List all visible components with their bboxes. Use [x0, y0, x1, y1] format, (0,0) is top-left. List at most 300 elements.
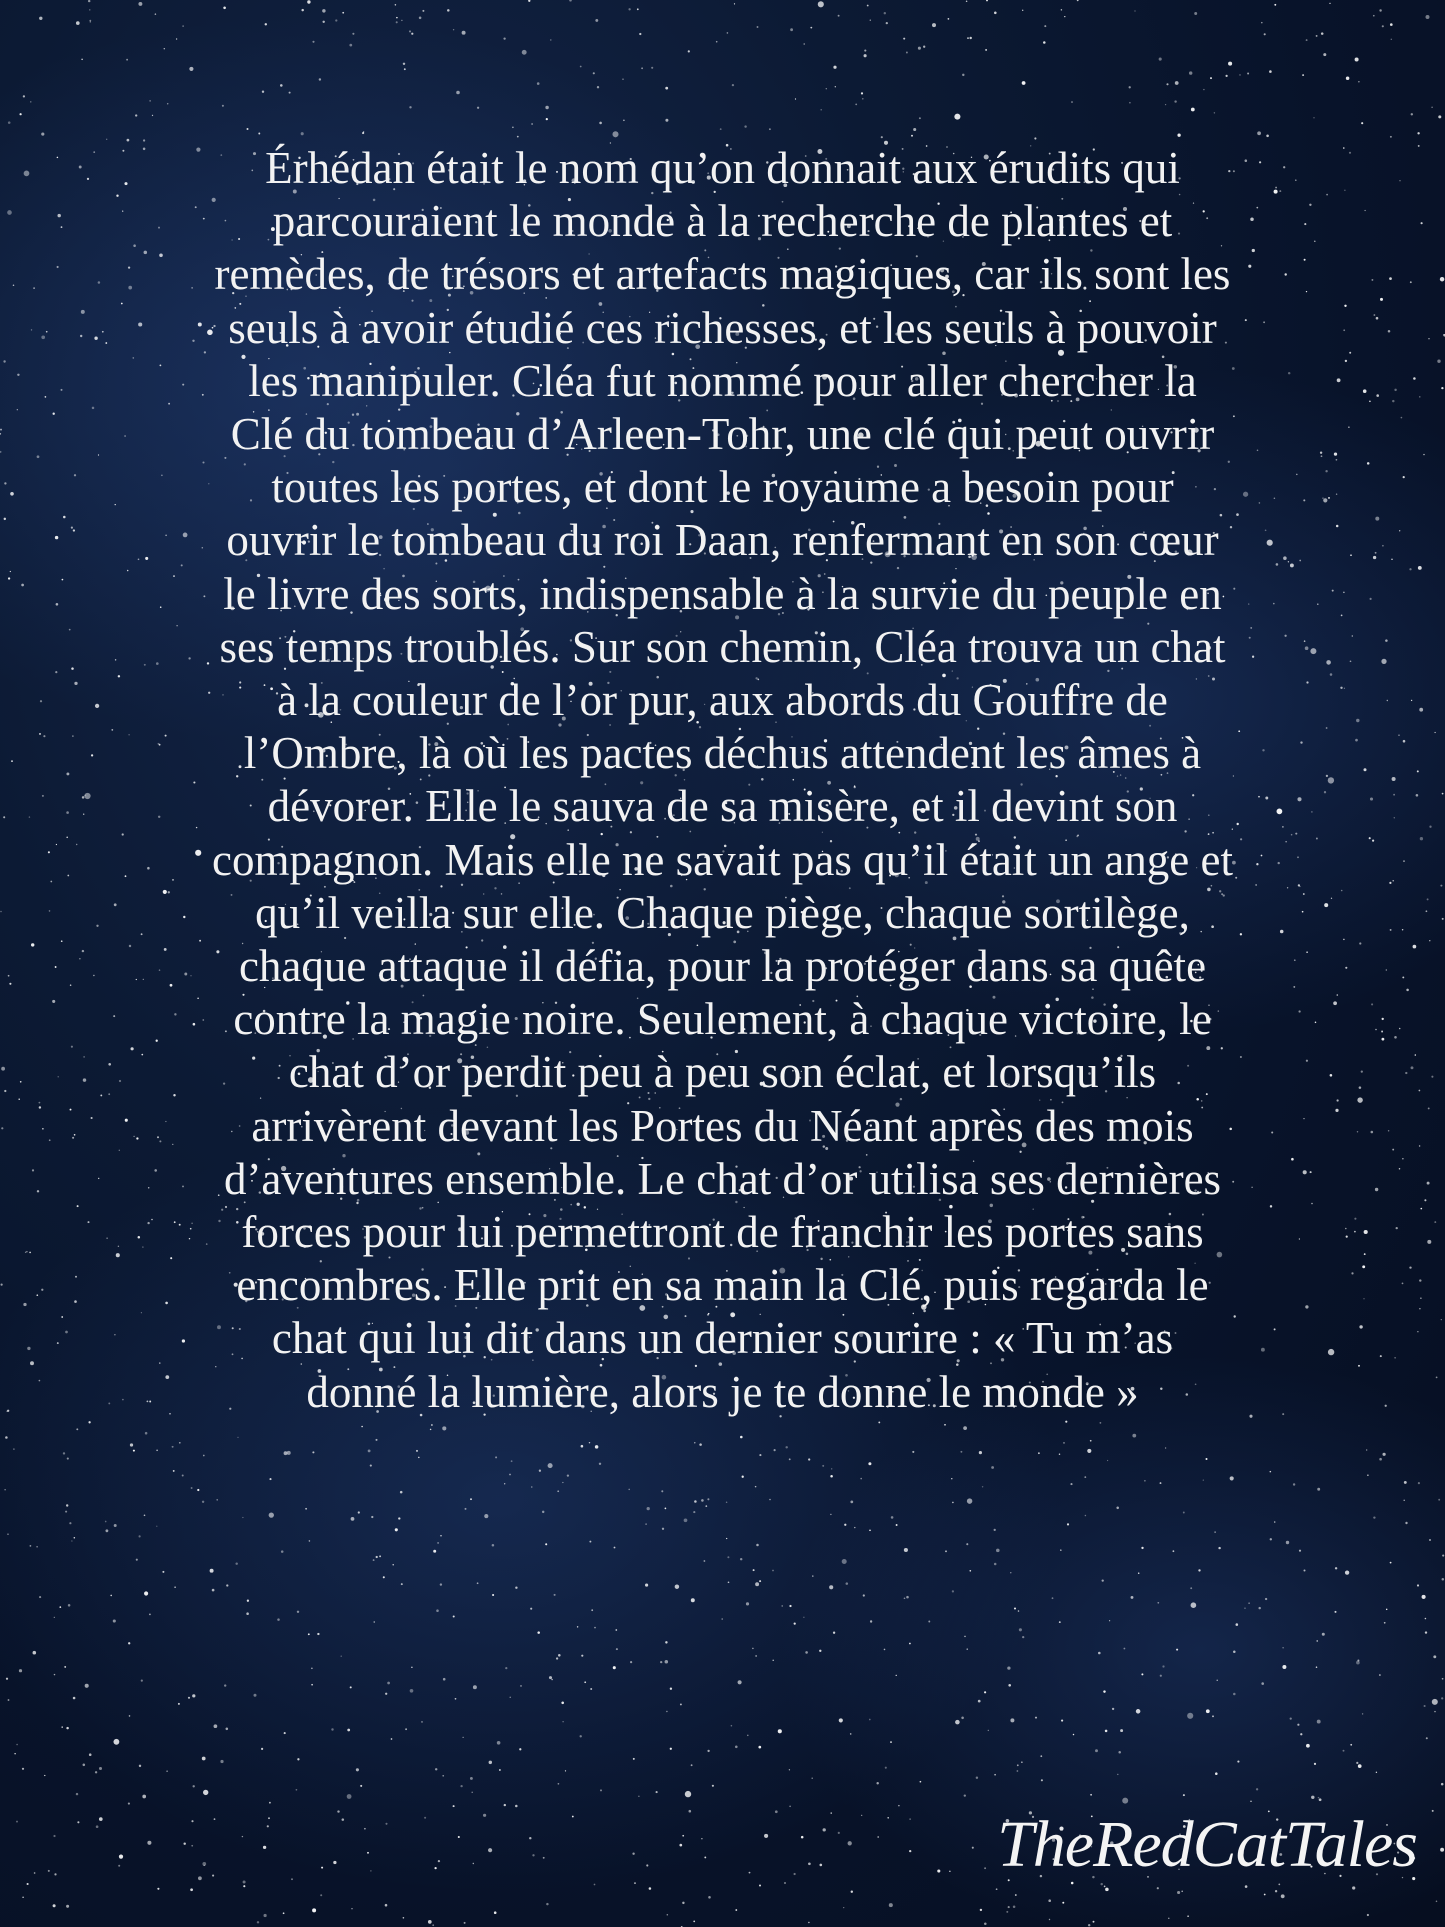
- star: [896, 1675, 897, 1676]
- star: [289, 92, 291, 94]
- star: [1297, 1724, 1299, 1726]
- star: [720, 128, 722, 130]
- star: [599, 1463, 601, 1465]
- story-line: arrivèrent devant les Portes du Néant après des mois: [251, 1100, 1194, 1151]
- story-line: à la couleur de l’or pur, aux abords du Gouffre de: [277, 675, 1168, 726]
- star: [744, 125, 746, 127]
- star: [545, 1543, 547, 1545]
- star: [1122, 1798, 1128, 1804]
- star: [1019, 1628, 1022, 1631]
- star: [1376, 394, 1379, 397]
- star: [44, 1775, 45, 1776]
- star: [1217, 1680, 1218, 1681]
- star: [261, 1748, 263, 1750]
- star: [220, 1760, 223, 1763]
- star: [1417, 132, 1419, 134]
- star: [1358, 1365, 1360, 1367]
- star: [656, 1791, 658, 1793]
- star: [679, 1844, 682, 1847]
- star: [1421, 222, 1423, 224]
- star: [174, 1586, 176, 1588]
- star: [967, 1498, 972, 1503]
- star: [876, 1782, 878, 1784]
- star: [99, 1767, 102, 1770]
- star: [520, 1685, 522, 1687]
- star: [822, 1465, 824, 1467]
- star: [1390, 23, 1393, 26]
- star: [1428, 1107, 1430, 1109]
- star: [1352, 1886, 1355, 1889]
- star: [81, 59, 82, 60]
- star: [688, 50, 690, 52]
- star: [543, 1857, 545, 1859]
- star: [759, 1580, 761, 1582]
- star: [1098, 1652, 1101, 1655]
- star: [1266, 135, 1269, 138]
- star: [967, 1649, 968, 1650]
- star: [1390, 1562, 1392, 1564]
- star: [1286, 1541, 1289, 1544]
- star: [1366, 1449, 1367, 1450]
- star: [465, 1508, 467, 1510]
- story-line: chat d’or perdit peu à peu son éclat, et lorsqu’ils: [288, 1047, 1157, 1098]
- star: [685, 1791, 691, 1797]
- star: [70, 984, 72, 986]
- star: [769, 128, 771, 130]
- star: [361, 1426, 363, 1428]
- star: [284, 1451, 288, 1455]
- star: [537, 82, 540, 85]
- star: [1434, 732, 1435, 733]
- star: [537, 1631, 540, 1634]
- star: [113, 1619, 116, 1622]
- star: [202, 1862, 206, 1866]
- star: [477, 1582, 479, 1584]
- star: [145, 1432, 148, 1435]
- story-line: chat qui lui dit dans un dernier sourire : « Tu m’as: [271, 1313, 1174, 1364]
- star: [307, 0, 310, 3]
- star: [464, 1922, 466, 1924]
- star: [296, 1789, 298, 1791]
- star: [1391, 559, 1392, 560]
- star: [404, 68, 406, 70]
- star: [1157, 1887, 1159, 1889]
- star: [1318, 1797, 1320, 1799]
- star: [1090, 1794, 1092, 1796]
- star: [190, 1888, 193, 1891]
- star: [1187, 1915, 1189, 1917]
- star: [1438, 115, 1441, 118]
- star: [517, 136, 519, 138]
- star: [1410, 281, 1412, 283]
- star: [755, 1582, 759, 1586]
- star: [869, 1719, 871, 1721]
- star: [1319, 1798, 1322, 1801]
- star: [39, 733, 41, 735]
- star: [528, 0, 530, 2]
- star: [881, 136, 883, 138]
- star: [969, 37, 971, 39]
- star: [846, 1582, 849, 1585]
- star: [511, 1460, 513, 1462]
- star: [203, 1790, 208, 1795]
- star: [1290, 1717, 1292, 1719]
- star: [665, 1660, 669, 1664]
- star: [712, 1785, 714, 1787]
- star: [1425, 1631, 1427, 1633]
- star: [30, 101, 31, 102]
- star: [391, 1738, 393, 1740]
- star: [89, 1753, 92, 1756]
- star: [1090, 1440, 1092, 1442]
- star: [308, 1633, 310, 1635]
- star: [179, 1442, 181, 1444]
- star: [747, 1735, 748, 1736]
- star: [110, 1595, 112, 1597]
- star: [1350, 1744, 1352, 1746]
- star: [1316, 1640, 1317, 1641]
- star: [157, 1888, 159, 1890]
- star: [944, 1424, 946, 1426]
- star: [1442, 1678, 1444, 1680]
- star: [961, 1717, 964, 1720]
- star: [1394, 1036, 1397, 1039]
- star: [757, 26, 759, 28]
- star: [1429, 826, 1431, 828]
- star: [376, 1556, 378, 1558]
- star: [1379, 1458, 1382, 1461]
- star: [1356, 719, 1359, 722]
- star: [1399, 180, 1400, 181]
- star: [349, 44, 352, 47]
- star: [77, 1821, 79, 1823]
- star: [69, 1522, 71, 1524]
- star: [182, 1475, 184, 1477]
- star: [843, 1907, 844, 1908]
- star: [1432, 1699, 1438, 1705]
- star: [189, 67, 193, 71]
- star: [764, 1834, 768, 1838]
- star: [235, 1562, 237, 1564]
- star: [395, 1528, 398, 1531]
- star: [277, 1618, 280, 1621]
- star: [27, 1347, 30, 1350]
- star: [39, 1106, 41, 1108]
- star: [56, 844, 57, 845]
- star: [1431, 106, 1433, 108]
- star: [128, 1803, 130, 1805]
- star: [870, 20, 871, 21]
- star: [17, 409, 18, 410]
- star: [1388, 1130, 1390, 1132]
- star: [4, 1489, 5, 1490]
- star: [949, 1871, 950, 1872]
- star: [197, 1489, 199, 1491]
- star: [1181, 1891, 1183, 1893]
- star: [8, 1699, 10, 1701]
- story-line: toutes les portes, et dont le royaume a besoin pour: [271, 462, 1174, 513]
- star: [147, 1841, 151, 1845]
- star: [1399, 1028, 1401, 1030]
- star: [1010, 1572, 1011, 1573]
- star: [83, 1056, 85, 1058]
- star: [1021, 1762, 1022, 1763]
- star: [829, 1585, 833, 1589]
- star: [1118, 1751, 1121, 1754]
- star: [492, 1544, 495, 1547]
- signature-watermark: TheRedCatTales: [997, 1808, 1417, 1881]
- star: [76, 21, 80, 25]
- star: [65, 1511, 67, 1513]
- star: [740, 1558, 742, 1560]
- star: [126, 59, 128, 61]
- star: [1136, 1709, 1141, 1714]
- star: [16, 1821, 18, 1823]
- star: [909, 1818, 910, 1819]
- star: [0, 429, 2, 431]
- star: [60, 389, 62, 391]
- star: [727, 1556, 729, 1558]
- star: [708, 1896, 711, 1899]
- star: [173, 1470, 175, 1472]
- star: [53, 413, 55, 415]
- star: [437, 1542, 439, 1544]
- star: [1420, 1297, 1421, 1298]
- star: [707, 1750, 709, 1752]
- star: [428, 1920, 432, 1924]
- star: [515, 1805, 518, 1808]
- star: [431, 1424, 433, 1426]
- star: [1438, 1499, 1440, 1501]
- star: [850, 1501, 853, 1504]
- star: [963, 1426, 967, 1430]
- star: [156, 1449, 158, 1451]
- star: [628, 8, 630, 10]
- star: [909, 1643, 911, 1645]
- star: [639, 33, 641, 35]
- star: [74, 1537, 76, 1539]
- star: [758, 1746, 761, 1749]
- star: [1379, 9, 1381, 11]
- star: [83, 1764, 86, 1767]
- star: [1250, 1801, 1251, 1802]
- star: [91, 754, 93, 756]
- star: [31, 329, 32, 330]
- star: [732, 84, 734, 86]
- star: [395, 4, 397, 6]
- star: [1419, 1308, 1420, 1309]
- star: [979, 1451, 982, 1454]
- star: [1244, 1608, 1245, 1609]
- star: [1402, 1283, 1404, 1285]
- star: [83, 1078, 86, 1081]
- star: [50, 881, 52, 883]
- star: [1418, 145, 1420, 147]
- star: [55, 671, 57, 673]
- star: [322, 9, 325, 12]
- star: [1013, 1906, 1016, 1909]
- star: [701, 1838, 702, 1839]
- star: [529, 1837, 531, 1839]
- star: [1071, 101, 1073, 103]
- star: [756, 1544, 759, 1547]
- star: [1403, 860, 1404, 861]
- star: [37, 1190, 39, 1192]
- star: [141, 1680, 143, 1682]
- star: [504, 1804, 506, 1806]
- star: [735, 1909, 737, 1911]
- star: [242, 1517, 243, 1518]
- star: [374, 1621, 375, 1622]
- star: [1385, 639, 1388, 642]
- star: [984, 1867, 986, 1869]
- star: [630, 1661, 632, 1663]
- star: [136, 1559, 138, 1561]
- star: [982, 1486, 983, 1487]
- star: [1364, 1230, 1368, 1234]
- star: [1166, 83, 1168, 85]
- star: [57, 1342, 59, 1344]
- star: [1132, 1434, 1136, 1438]
- star: [1359, 1086, 1362, 1089]
- star: [1070, 1483, 1072, 1485]
- star: [162, 1571, 164, 1573]
- star: [118, 1865, 120, 1867]
- star: [1411, 1066, 1414, 1069]
- star: [1218, 1547, 1220, 1549]
- star: [1434, 1221, 1436, 1223]
- star: [539, 1470, 541, 1472]
- star: [432, 1924, 434, 1926]
- star: [988, 1730, 989, 1731]
- star: [41, 133, 44, 136]
- star: [1371, 279, 1373, 281]
- star: [410, 1689, 414, 1693]
- star: [1357, 1131, 1358, 1132]
- star: [1017, 1764, 1019, 1766]
- story-line: les manipuler. Cléa fut nommé pour aller chercher la: [248, 355, 1197, 406]
- star: [1022, 1636, 1024, 1638]
- star: [1230, 1476, 1234, 1480]
- star: [1306, 39, 1308, 41]
- star: [1007, 1666, 1010, 1669]
- star: [1236, 1623, 1239, 1626]
- star: [1372, 840, 1374, 842]
- star: [1369, 400, 1371, 402]
- star: [8, 975, 10, 977]
- star: [823, 1828, 826, 1831]
- star: [691, 1764, 693, 1766]
- star: [1419, 396, 1420, 397]
- star: [3, 816, 5, 818]
- star: [1214, 1531, 1215, 1532]
- star: [1356, 1762, 1358, 1764]
- star: [489, 1761, 492, 1764]
- star: [61, 1316, 63, 1318]
- star: [364, 1828, 366, 1830]
- star: [614, 1547, 616, 1549]
- star: [801, 1836, 804, 1839]
- star: [972, 1847, 974, 1849]
- star: [434, 1867, 436, 1869]
- star: [952, 1502, 954, 1504]
- star: [612, 131, 618, 137]
- star: [948, 18, 950, 20]
- star: [600, 1789, 602, 1791]
- star: [1436, 1901, 1438, 1903]
- star: [25, 1252, 26, 1253]
- star: [1359, 942, 1361, 944]
- star: [632, 1853, 634, 1855]
- star: [7, 210, 12, 215]
- star: [794, 1623, 796, 1625]
- star: [1206, 1709, 1210, 1713]
- star: [375, 1439, 377, 1441]
- star: [202, 1501, 204, 1503]
- star: [424, 1817, 426, 1819]
- star: [831, 1812, 832, 1813]
- star: [1203, 89, 1204, 90]
- star: [1424, 1705, 1426, 1707]
- star: [242, 1836, 243, 1837]
- star: [966, 1543, 968, 1545]
- star: [243, 1880, 246, 1883]
- star: [1175, 81, 1179, 85]
- story-line: donné la lumière, alors je te donne le monde »: [306, 1366, 1139, 1417]
- star: [312, 1908, 316, 1912]
- star: [1384, 1622, 1386, 1624]
- star: [912, 1451, 914, 1453]
- star: [1418, 1482, 1420, 1484]
- star: [1077, 0, 1079, 1]
- star: [4, 482, 6, 484]
- star: [41, 1289, 43, 1291]
- star: [693, 1511, 695, 1513]
- star: [1329, 3, 1330, 4]
- star: [405, 1728, 407, 1730]
- star: [1362, 1713, 1363, 1714]
- star: [510, 1697, 511, 1698]
- star: [1269, 70, 1272, 73]
- star: [54, 1674, 55, 1675]
- star: [8, 577, 10, 579]
- star: [1381, 1038, 1384, 1041]
- star: [623, 119, 625, 121]
- star: [1371, 1131, 1374, 1134]
- star: [530, 1608, 532, 1610]
- star: [707, 1498, 709, 1500]
- star: [996, 1549, 1000, 1553]
- star: [36, 1294, 38, 1296]
- star: [74, 474, 76, 476]
- star: [818, 1, 824, 7]
- star: [1316, 1666, 1318, 1668]
- star: [418, 1457, 420, 1459]
- star: [1317, 1720, 1321, 1724]
- star: [1261, 1682, 1264, 1685]
- star: [1413, 377, 1416, 380]
- star: [545, 106, 548, 109]
- star: [392, 1564, 393, 1565]
- star: [1176, 1649, 1178, 1651]
- star: [367, 1852, 369, 1854]
- star: [1434, 1711, 1435, 1712]
- story-line: ses temps troublés. Sur son chemin, Cléa trouva un chat: [219, 621, 1226, 672]
- star: [1428, 338, 1429, 339]
- star: [562, 1482, 563, 1483]
- star: [1062, 1902, 1064, 1904]
- star: [755, 1486, 757, 1488]
